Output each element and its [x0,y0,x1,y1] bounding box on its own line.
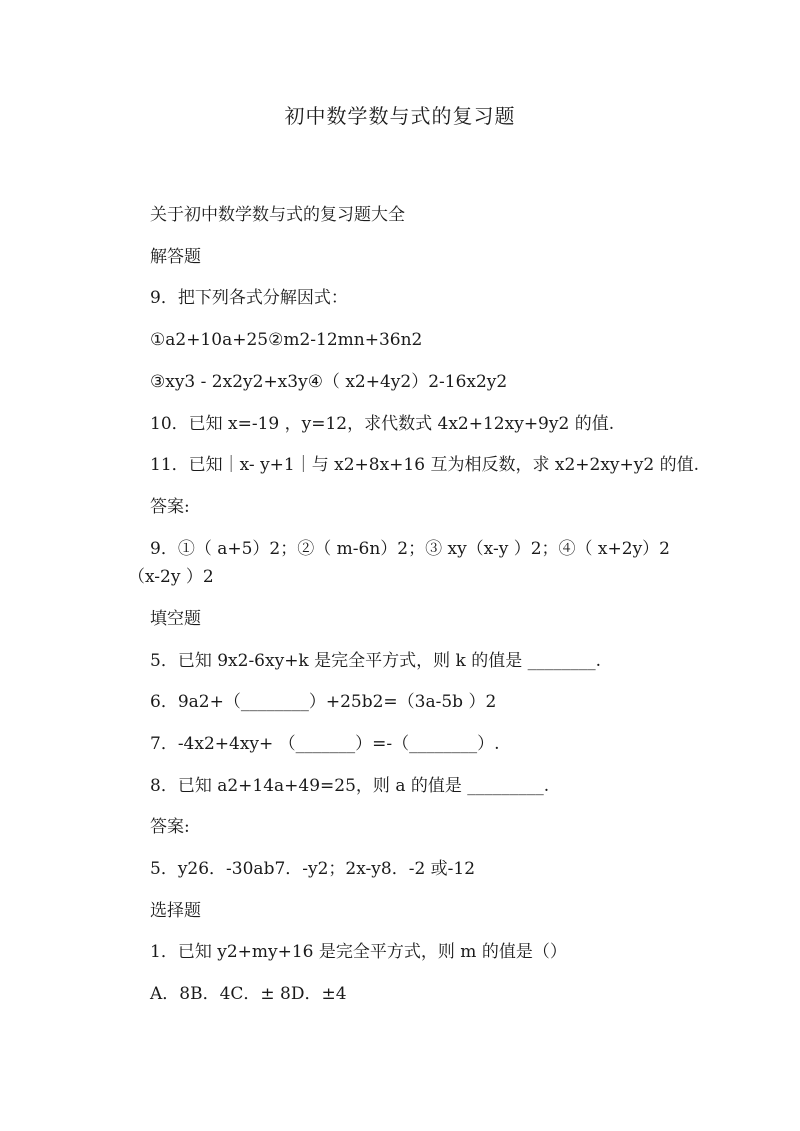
question-9-items-1: ①a2+10a+25②m2-12mn+36n2 [150,330,423,350]
section-heading-fill: 填空题 [150,609,201,629]
answer-9-line-2: （x-2y ）2 [128,567,214,587]
question-1: 1．已知 y2+my+16 是完全平方式，则 m 的值是（） [150,942,567,962]
question-6: 6．9a2+（________）+25b2=（3a-5b ）2 [150,692,497,712]
question-5: 5．已知 9x2-6xy+k 是完全平方式，则 k 的值是 ________. [150,651,602,671]
question-7: 7．-4x2+4xy+ （_______）=-（________）. [150,734,500,754]
question-11: 11．已知｜x- y+1｜与 x2+8x+16 互为相反数，求 x2+2xy+y2 的值. [150,455,699,475]
answer-5-8: 5．y26．-30ab7．-y2；2x-y8．-2 或-12 [150,859,476,879]
answer-heading-2: 答案: [150,817,190,837]
question-8: 8．已知 a2+14a+49=25，则 a 的值是 _________. [150,776,550,796]
section-heading-answer: 解答题 [150,247,201,267]
answer-heading-1: 答案: [150,497,190,517]
document-title: 初中数学数与式的复习题 [284,104,516,128]
section-heading-choice: 选择题 [150,901,201,921]
question-10: 10．已知 x=-19 ，y=12，求代数式 4x2+12xy+9y2 的值. [150,414,615,434]
question-9-items-2: ③xy3 - 2x2y2+x3y④（ x2+4y2）2-16x2y2 [150,372,508,392]
intro-line: 关于初中数学数与式的复习题大全 [150,205,405,225]
question-9: 9．把下列各式分解因式： [150,288,348,308]
question-1-options: A．8B．4C．± 8D．±4 [150,984,347,1004]
answer-9-line-1: 9．①（ a+5）2；②（ m-6n）2；③ xy（x-y ）2；④（ x+2y）2 [150,539,671,559]
